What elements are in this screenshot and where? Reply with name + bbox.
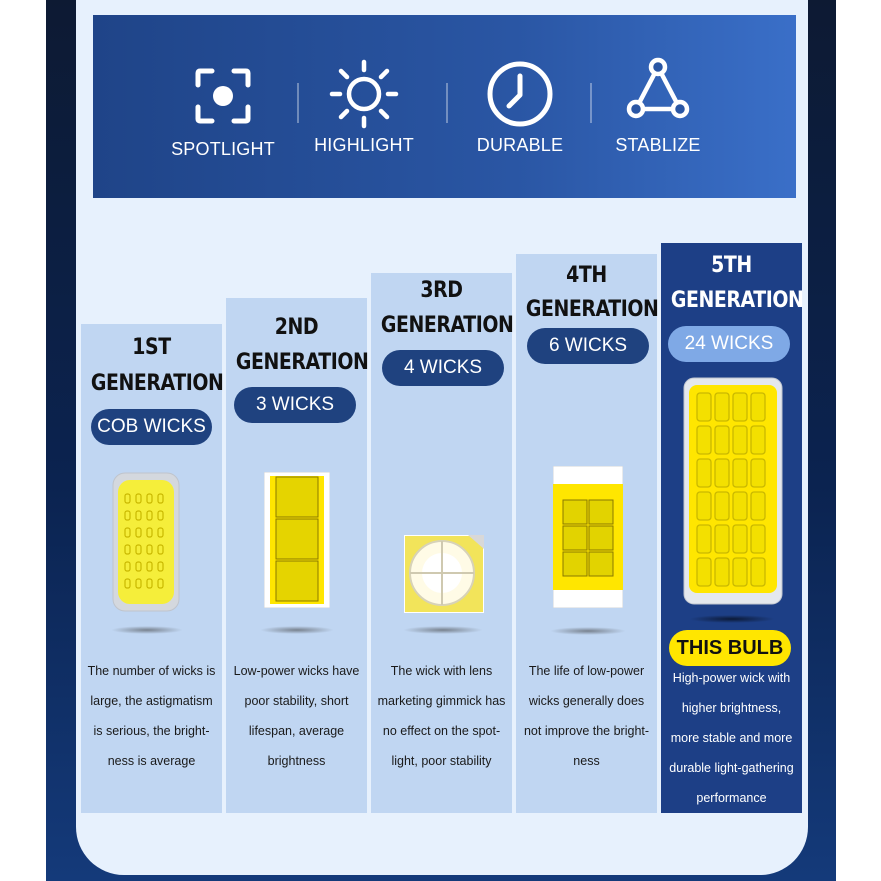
- description-line: light, poor stability: [391, 754, 492, 768]
- description-line: no effect on the spot-: [382, 724, 501, 738]
- wick-count-pill: COB WICKS: [91, 409, 212, 445]
- wick-count-pill: 24 WICKS: [668, 326, 790, 362]
- description-line: large, the astigmatism: [90, 694, 213, 708]
- description-line: The number of wicks is: [87, 664, 216, 678]
- six-wick-chip-icon: [553, 466, 623, 608]
- wick-count-pill: 3 WICKS: [234, 387, 356, 423]
- generation-number: 2ND: [274, 315, 319, 340]
- chip-shadow: [689, 615, 775, 623]
- description-line: wicks generally does: [528, 694, 645, 708]
- feature-spotlight: [148, 65, 298, 160]
- description-line: Low-power wicks have: [233, 664, 360, 678]
- generation-description: [230, 656, 363, 776]
- generation-column-2: [226, 298, 367, 813]
- description-line: The wick with lens: [390, 664, 493, 678]
- lens-chip-icon: [404, 535, 484, 613]
- description-line: poor stability, short: [244, 694, 349, 708]
- generation-column-3: [371, 273, 512, 813]
- generation-number: 3RD: [420, 278, 463, 303]
- feature-durable: [445, 65, 595, 156]
- description-line: durable light-gathering: [669, 761, 794, 775]
- chip-shadow: [550, 627, 626, 635]
- feature-label-stablize: STABLIZE: [615, 135, 701, 155]
- feature-label-spotlight: SPOTLIGHT: [171, 139, 275, 159]
- generation-number: 4TH: [566, 263, 607, 288]
- feature-banner: [93, 15, 796, 198]
- three-wick-chip-icon: [264, 472, 330, 608]
- feature-label-durable: DURABLE: [476, 135, 564, 155]
- spotlight-icon: [192, 65, 254, 127]
- description-line: lifespan, average: [248, 724, 345, 738]
- description-line: is serious, the bright-: [93, 724, 210, 738]
- chip-shadow: [260, 626, 334, 634]
- sun-icon: [329, 59, 399, 129]
- generation-column-4: [516, 254, 657, 813]
- generation-description: [520, 656, 653, 776]
- wick-count-pill: 4 WICKS: [382, 350, 504, 386]
- description-line: The life of low-power: [528, 664, 645, 678]
- twentyfour-wick-chip-icon: [683, 377, 783, 605]
- description-line: not improve the bright-: [523, 724, 650, 738]
- feature-highlight: [289, 65, 439, 156]
- generation-label: GENERATION: [380, 313, 514, 338]
- description-line: brightness: [267, 754, 326, 768]
- generation-description: [85, 656, 218, 776]
- generation-label: GENERATION: [670, 288, 804, 313]
- description-line: ness is average: [107, 754, 196, 768]
- generation-label: GENERATION: [525, 297, 659, 322]
- feature-label-highlight: HIGHLIGHT: [314, 135, 414, 155]
- generation-column-1: [81, 324, 222, 813]
- generation-number: 5TH: [711, 253, 752, 278]
- generation-number: 1ST: [132, 335, 171, 360]
- chip-shadow: [403, 626, 483, 634]
- cob-chip-icon: [112, 472, 180, 612]
- description-line: more stable and more: [670, 731, 793, 745]
- generation-description: [375, 656, 508, 776]
- clock-icon: [485, 59, 555, 129]
- triangle-nodes-icon: [623, 55, 693, 125]
- description-line: performance: [696, 791, 767, 805]
- chip-shadow: [111, 626, 183, 634]
- description-line: higher brightness,: [681, 701, 782, 715]
- generation-label: GENERATION: [90, 371, 224, 396]
- feature-stablize: [583, 65, 733, 156]
- wick-count-pill: 6 WICKS: [527, 328, 649, 364]
- generation-column-5: [661, 243, 802, 813]
- description-line: ness: [573, 754, 600, 768]
- description-line: High-power wick with: [672, 671, 791, 685]
- this-bulb-badge: THIS BULB: [669, 630, 791, 666]
- description-line: marketing gimmick has: [377, 694, 506, 708]
- generation-description: [665, 663, 798, 813]
- generation-label: GENERATION: [235, 350, 369, 375]
